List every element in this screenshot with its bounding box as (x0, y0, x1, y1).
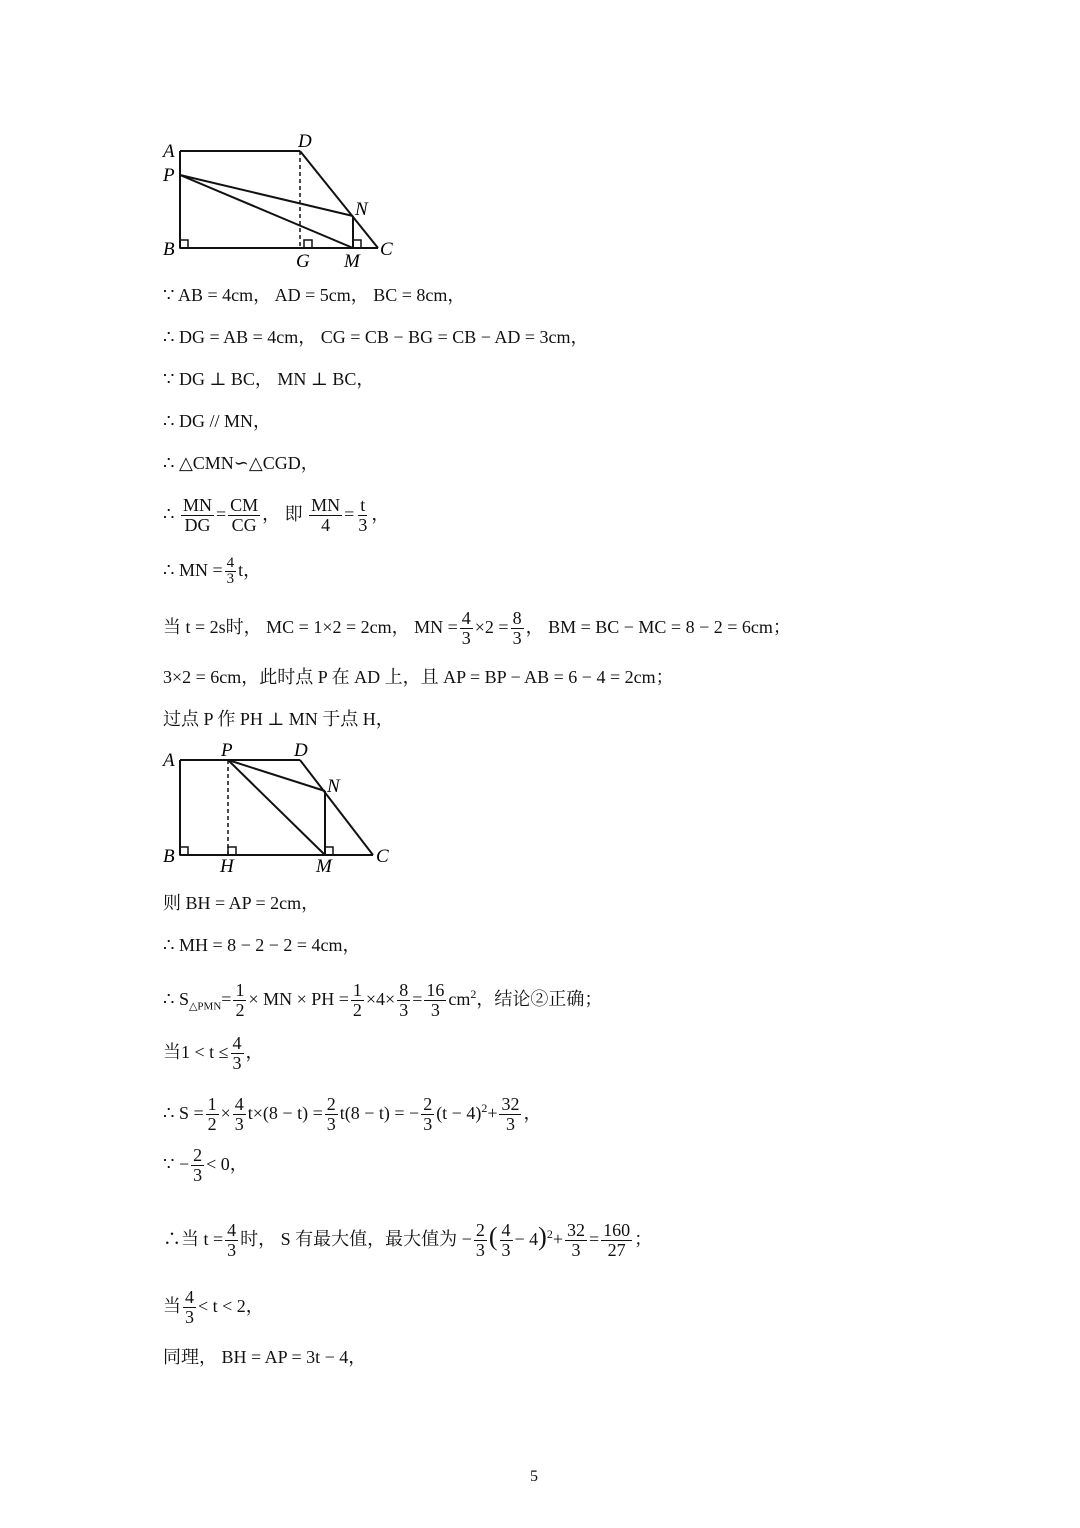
label-N: N (355, 199, 368, 220)
line-9: 3×2 = 6cm，此时点 P 在 AD 上，且 AP = BP − AB = 6 − 4 = 2cm； (163, 667, 674, 687)
label-B: B (163, 846, 175, 867)
page-number: 5 (530, 1468, 538, 1485)
line-5: ∴ △CMN∽△CGD， (163, 453, 319, 473)
label-A: A (163, 750, 175, 771)
label-A: A (163, 141, 175, 162)
label-G: G (296, 251, 310, 270)
line-17: ∴当 t = $\frac{4}{3}$ 时， S 有最大值，最大值为 − $\frac{2}{3}$ ( $\frac{4}{3}$ − 4)$^2$+ $\frac{32}{3}$ = $\frac{160}{27}$ ； (163, 1220, 653, 1261)
label-H: H (220, 856, 234, 877)
label-M: M (316, 856, 332, 877)
line-6: ∴ $\frac{MN}{DG}$ = $\frac{CM}{CG}$ ， 即 $\frac{MN}{4}$ = $\frac{t}{3}$ ， (163, 495, 390, 536)
line-4: ∴ DG // MN， (163, 411, 271, 431)
line-13: ∴ $S_{\triangle PMN}=$ $\frac{1}{2}$ × MN × PH = $\frac{1}{2}$ ×4× $\frac{8}{3}$ = $\frac{16}{3}$ $cm^2$，结论②正确； (163, 980, 603, 1021)
line-19: 同理， BH = AP = 3t − 4， (163, 1347, 367, 1367)
line-15: ∴ S = $\frac{1}{2}$ × $\frac{4}{3}$ t×(8 − t) = $\frac{2}{3}$ t(8 − t) = − $\frac{2}{3}$ $(t - 4)^2+$ $\frac{32}{3}$ ， (163, 1094, 542, 1135)
line-2: ∴ DG = AB = 4cm， CG = CB − BG = CB − AD = 3cm， (163, 327, 589, 347)
label-B: B (163, 239, 175, 260)
line-10: 过点 P 作 PH ⊥ MN 于点 H， (163, 709, 394, 729)
line-12: ∴ MH = 8 − 2 − 2 = 4cm， (163, 935, 361, 955)
figure-1-trapezoid (158, 130, 408, 270)
line-16: ∵ − $\frac{2}{3}$ < 0， (163, 1145, 248, 1186)
label-N: N (327, 776, 340, 797)
label-D: D (298, 131, 312, 152)
label-P: P (163, 165, 175, 186)
line-14: 当1 < t ≤ $\frac{4}{3}$ ， (163, 1033, 264, 1074)
label-C: C (380, 239, 393, 260)
line-8: 当 t = 2s时， MC = 1×2 = 2cm， MN = $\frac{4}{3}$ ×2 = $\frac{8}{3}$ ， BM = BC − MC = 8 − 2 = 6cm； (163, 608, 791, 649)
figure-2-trapezoid (158, 738, 408, 878)
label-D: D (294, 740, 308, 761)
label-M: M (344, 251, 360, 270)
line-18: 当 $\frac{4}{3}$ < t < 2， (163, 1287, 264, 1328)
line-7: ∴ MN = $\frac{4}{3}$ t， (163, 554, 262, 588)
label-C: C (376, 846, 389, 867)
line-11: 则 BH = AP = 2cm， (163, 893, 320, 913)
line-3: ∵ DG ⊥ BC， MN ⊥ BC， (163, 369, 375, 389)
label-P: P (221, 740, 233, 761)
line-1: ∵ AB = 4cm， AD = 5cm， BC = 8cm， (163, 285, 466, 305)
